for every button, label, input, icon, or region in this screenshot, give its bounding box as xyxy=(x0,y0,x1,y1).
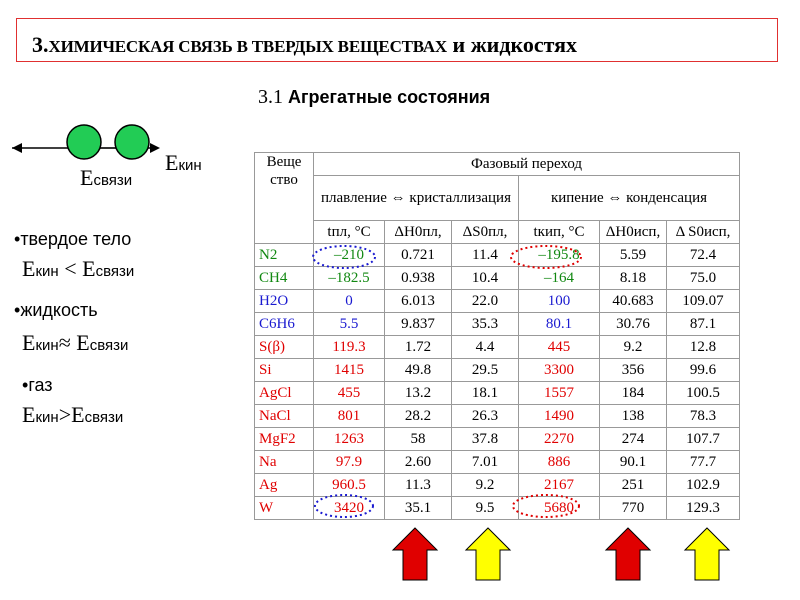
cell-tb: –195.8 xyxy=(519,244,600,267)
cell-sym: H2O xyxy=(255,290,314,313)
table-row xyxy=(255,313,740,336)
header-substance: Веще ство xyxy=(255,153,314,244)
cell-sb: 99.6 xyxy=(667,359,740,382)
cell-tb: 445 xyxy=(519,336,600,359)
cell-tm: 5.5 xyxy=(314,313,385,336)
cell-tb: 886 xyxy=(519,451,600,474)
cell-tb: 1557 xyxy=(519,382,600,405)
cell-hb: 770 xyxy=(600,497,667,520)
cell-sym: AgCl xyxy=(255,382,314,405)
col-tm: tпл, °C xyxy=(314,221,385,244)
table-row xyxy=(255,405,740,428)
e-kin-label: Eкин xyxy=(165,150,202,175)
header-phase: Фазовый переход xyxy=(314,153,740,176)
table-row xyxy=(255,428,740,451)
cell-hb: 138 xyxy=(600,405,667,428)
cell-hm: 11.3 xyxy=(385,474,452,497)
cell-hm: 35.1 xyxy=(385,497,452,520)
cell-hb: 5.59 xyxy=(600,244,667,267)
cell-sym: S(β) xyxy=(255,336,314,359)
cell-tb: 5680 xyxy=(519,497,600,520)
col-hm: ΔH0пл, xyxy=(385,221,452,244)
cell-tb: 2167 xyxy=(519,474,600,497)
cell-tb: –164 xyxy=(519,267,600,290)
cell-sym: C6H6 xyxy=(255,313,314,336)
cell-sb: 12.8 xyxy=(667,336,740,359)
cell-hm: 9.837 xyxy=(385,313,452,336)
cell-tb: 100 xyxy=(519,290,600,313)
cell-hb: 184 xyxy=(600,382,667,405)
cell-sm: 4.4 xyxy=(452,336,519,359)
slide-title: 3.ХИМИЧЕСКАЯ СВЯЗЬ В ТВЕРДЫХ ВЕЩЕСТВАХ и жидкостях xyxy=(32,32,578,57)
cell-tm: 960.5 xyxy=(314,474,385,497)
table-row xyxy=(255,474,740,497)
right-arrow-head xyxy=(150,143,160,153)
state-solid-label: •твердое тело xyxy=(14,229,132,249)
atom-left-icon xyxy=(67,125,101,159)
up-arrow-red-2-icon xyxy=(606,528,650,580)
cell-hm: 49.8 xyxy=(385,359,452,382)
cell-sym: W xyxy=(255,497,314,520)
cell-tm: –210 xyxy=(314,244,385,267)
table-body xyxy=(255,244,740,520)
state-gas-formula: Eкин>Eсвязи xyxy=(22,402,124,427)
header-boiling: кипение ⇔ конденсация xyxy=(519,176,740,221)
table-row xyxy=(255,244,740,267)
cell-hb: 90.1 xyxy=(600,451,667,474)
cell-sym: Si xyxy=(255,359,314,382)
cell-tm: 0 xyxy=(314,290,385,313)
table-row xyxy=(255,267,740,290)
cell-sym: Na xyxy=(255,451,314,474)
cell-sym: CH4 xyxy=(255,267,314,290)
cell-sm: 26.3 xyxy=(452,405,519,428)
cell-sm: 9.5 xyxy=(452,497,519,520)
up-arrow-yellow-icon xyxy=(466,528,510,580)
cell-tb: 80.1 xyxy=(519,313,600,336)
col-hb: ΔH0исп, xyxy=(600,221,667,244)
cell-sb: 109.07 xyxy=(667,290,740,313)
left-arrow-head xyxy=(12,143,22,153)
col-tb: tкип, °C xyxy=(519,221,600,244)
cell-sb: 100.5 xyxy=(667,382,740,405)
cell-sm: 22.0 xyxy=(452,290,519,313)
cell-sm: 29.5 xyxy=(452,359,519,382)
cell-hm: 0.721 xyxy=(385,244,452,267)
cell-sym: NaCl xyxy=(255,405,314,428)
cell-tb: 1490 xyxy=(519,405,600,428)
section-subtitle: 3.1 Агрегатные состояния xyxy=(258,86,491,108)
cell-tm: 801 xyxy=(314,405,385,428)
state-liquid-formula: Eкин≈ Eсвязи xyxy=(22,330,129,355)
cell-hm: 58 xyxy=(385,428,452,451)
cell-tb: 3300 xyxy=(519,359,600,382)
table-row xyxy=(255,497,740,520)
cell-tm: 1263 xyxy=(314,428,385,451)
cell-hb: 30.76 xyxy=(600,313,667,336)
cell-tm: 3420 xyxy=(314,497,385,520)
cell-tm: 119.3 xyxy=(314,336,385,359)
cell-sm: 10.4 xyxy=(452,267,519,290)
atom-right-icon xyxy=(115,125,149,159)
cell-tm: 1415 xyxy=(314,359,385,382)
table-row xyxy=(255,336,740,359)
phase-transition-table xyxy=(254,152,740,520)
col-sb: Δ S0исп, xyxy=(667,221,740,244)
cell-hm: 2.60 xyxy=(385,451,452,474)
table-row xyxy=(255,451,740,474)
cell-sym: MgF2 xyxy=(255,428,314,451)
cell-sm: 11.4 xyxy=(452,244,519,267)
table-row xyxy=(255,359,740,382)
cell-sm: 37.8 xyxy=(452,428,519,451)
cell-sb: 72.4 xyxy=(667,244,740,267)
cell-sb: 77.7 xyxy=(667,451,740,474)
cell-sb: 75.0 xyxy=(667,267,740,290)
cell-sb: 129.3 xyxy=(667,497,740,520)
state-liquid-label: •жидкость xyxy=(14,300,98,320)
cell-hm: 13.2 xyxy=(385,382,452,405)
header-melting: плавление ⇔ кристаллизация xyxy=(314,176,519,221)
cell-sm: 18.1 xyxy=(452,382,519,405)
cell-sb: 107.7 xyxy=(667,428,740,451)
cell-tb: 2270 xyxy=(519,428,600,451)
cell-hm: 6.013 xyxy=(385,290,452,313)
cell-hb: 9.2 xyxy=(600,336,667,359)
cell-hb: 356 xyxy=(600,359,667,382)
cell-sm: 9.2 xyxy=(452,474,519,497)
col-sm: ΔS0пл, xyxy=(452,221,519,244)
cell-sm: 35.3 xyxy=(452,313,519,336)
state-gas-label: •газ xyxy=(22,375,53,395)
cell-hm: 1.72 xyxy=(385,336,452,359)
cell-sb: 102.9 xyxy=(667,474,740,497)
cell-tm: 455 xyxy=(314,382,385,405)
cell-sb: 87.1 xyxy=(667,313,740,336)
up-arrow-red-icon xyxy=(393,528,437,580)
cell-tm: 97.9 xyxy=(314,451,385,474)
cell-hb: 8.18 xyxy=(600,267,667,290)
cell-hb: 274 xyxy=(600,428,667,451)
state-solid-formula: Eкин < Eсвязи xyxy=(22,256,135,281)
cell-hm: 28.2 xyxy=(385,405,452,428)
up-arrow-yellow-2-icon xyxy=(685,528,729,580)
e-bond-label: Eсвязи xyxy=(80,165,133,190)
cell-sym: N2 xyxy=(255,244,314,267)
table-row xyxy=(255,382,740,405)
cell-hm: 0.938 xyxy=(385,267,452,290)
cell-hb: 40.683 xyxy=(600,290,667,313)
cell-sym: Ag xyxy=(255,474,314,497)
cell-sb: 78.3 xyxy=(667,405,740,428)
cell-hb: 251 xyxy=(600,474,667,497)
cell-sm: 7.01 xyxy=(452,451,519,474)
cell-tm: –182.5 xyxy=(314,267,385,290)
table-row xyxy=(255,290,740,313)
